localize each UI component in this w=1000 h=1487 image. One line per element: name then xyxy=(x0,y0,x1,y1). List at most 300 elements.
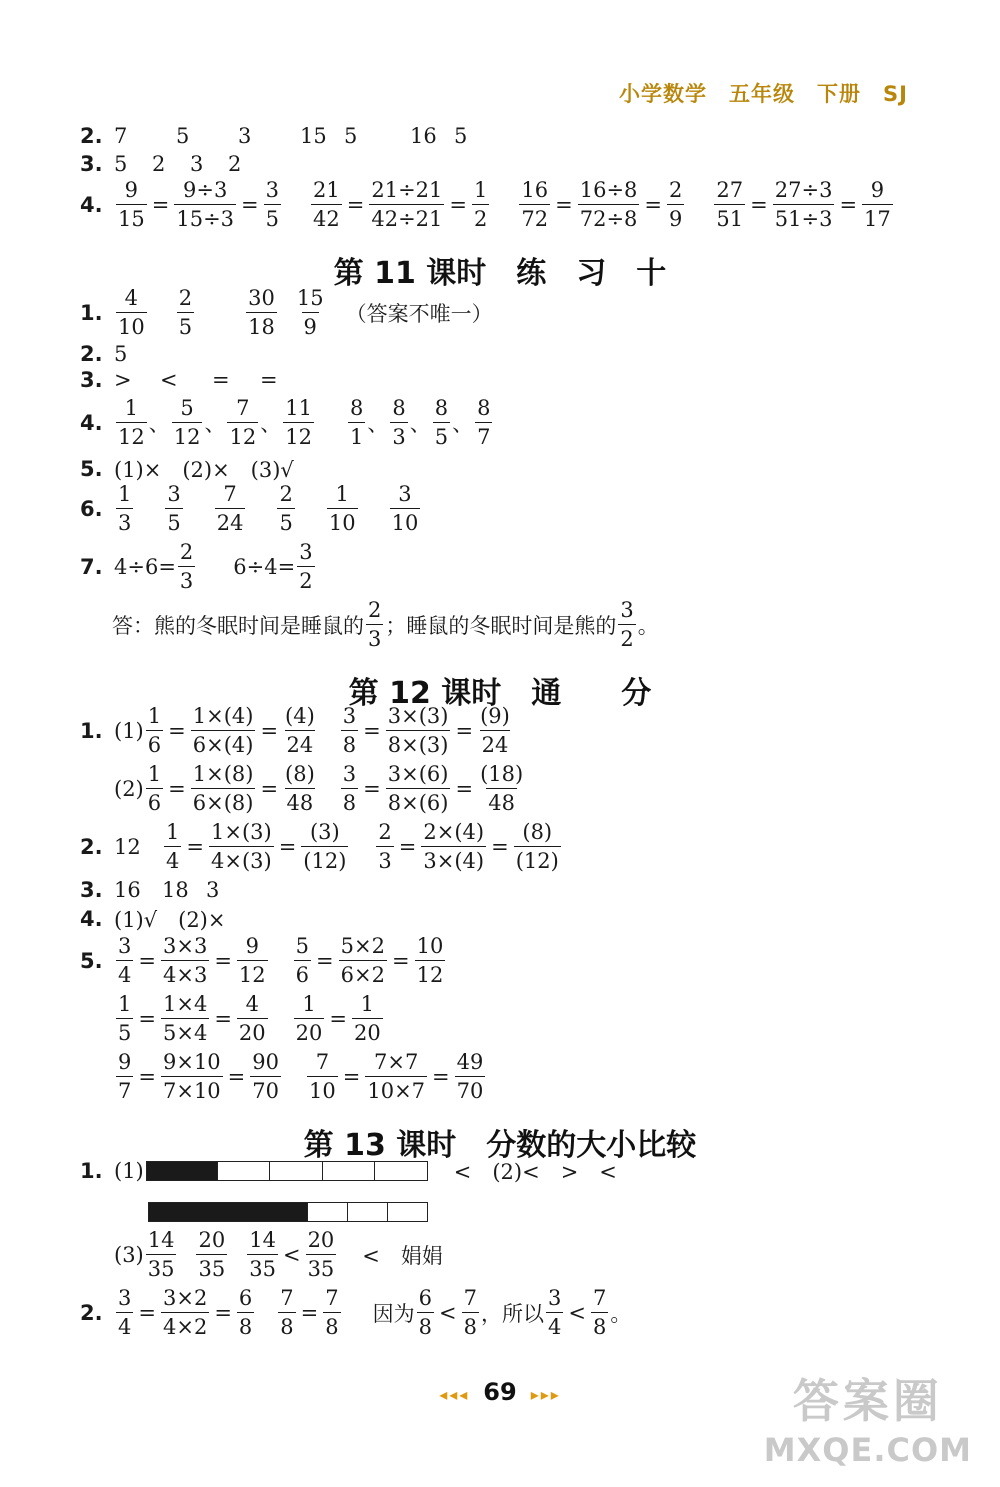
header-subject: 小学数学 xyxy=(619,82,708,106)
answer-value: 3 xyxy=(238,124,252,148)
fraction xyxy=(250,1050,281,1103)
fraction-numerator: (9) xyxy=(480,704,510,728)
section-title-12: 第 12 课时 通 分 xyxy=(348,676,652,711)
fraction xyxy=(578,178,640,231)
fraction-numerator: 16÷8 xyxy=(579,178,638,202)
fraction-denominator: 5 xyxy=(433,422,450,449)
fraction-denominator: 5 xyxy=(165,508,182,535)
fraction-numerator: 49 xyxy=(456,1050,484,1074)
answer-value: 5 xyxy=(344,124,358,148)
operator: = xyxy=(138,1006,156,1031)
fraction xyxy=(365,1050,427,1103)
fraction: 2 3 xyxy=(368,598,382,652)
operator: = xyxy=(342,1064,361,1089)
fraction-denominator: 12 xyxy=(172,422,203,449)
fraction-numerator: 1 xyxy=(302,992,316,1016)
separator: 、 xyxy=(148,411,170,436)
fraction-denominator: 6 xyxy=(146,730,163,757)
answer-row-2 xyxy=(80,124,467,148)
answer-value: 16 xyxy=(114,878,141,902)
fraction-numerator: (3) xyxy=(309,820,340,844)
fraction-numerator: 21 xyxy=(313,178,340,202)
watermark-url: MXQE.COM xyxy=(763,1431,972,1469)
operator: = xyxy=(138,1300,156,1325)
fraction-numerator: 21÷21 xyxy=(371,178,443,202)
fraction-numerator: 2 xyxy=(279,482,293,506)
fraction xyxy=(283,762,317,815)
watermark-text: 答案圈 xyxy=(792,1374,943,1428)
fraction-numerator: 9 xyxy=(124,178,139,202)
bar-empty-cell xyxy=(307,1203,347,1221)
answer-text: 。 xyxy=(637,613,659,638)
fraction xyxy=(352,992,383,1045)
fraction xyxy=(191,704,256,757)
fraction-denominator: 4×3 xyxy=(161,960,209,987)
fraction xyxy=(327,482,358,535)
operator: = xyxy=(151,192,170,217)
answer-row-3 xyxy=(80,152,241,176)
fraction xyxy=(237,934,268,987)
fraction-numerator: 1 xyxy=(118,992,132,1016)
fraction-denominator: 4 xyxy=(164,846,181,873)
s13-bar-row-2 xyxy=(148,1202,428,1222)
fraction-denominator: 48 xyxy=(285,788,316,815)
fraction xyxy=(519,178,550,231)
bar-filled-part xyxy=(147,1162,217,1180)
fraction-denominator: 8 xyxy=(341,788,358,815)
fraction: 3 2 xyxy=(620,598,634,652)
fraction-numerator: 1 xyxy=(124,396,139,420)
sub-label: (1) xyxy=(114,1159,144,1183)
fraction xyxy=(339,934,387,987)
fraction-denominator: 7 xyxy=(116,1076,133,1103)
fraction xyxy=(472,178,489,231)
fraction-denominator: 12 xyxy=(415,960,446,987)
fraction: 14 35 xyxy=(147,1228,175,1282)
operator: < xyxy=(568,1300,586,1325)
fraction xyxy=(246,286,277,339)
fraction-denominator: (12) xyxy=(514,846,561,873)
fraction-numerator: 3 xyxy=(265,178,280,202)
fraction-numerator: 30 xyxy=(248,286,275,310)
fraction-denominator: 8×(3) xyxy=(386,730,451,757)
s11-answer-7 xyxy=(80,540,317,593)
s13-answer-1-3 xyxy=(114,1228,443,1281)
fraction-denominator: 20 xyxy=(352,1018,383,1045)
sub-label: (2) xyxy=(114,776,144,801)
fraction-denominator: 24 xyxy=(285,730,316,757)
fraction xyxy=(209,820,274,873)
arrow-right-icon: ▸▸▸ xyxy=(530,1385,561,1404)
fraction-numerator: 2 xyxy=(378,820,392,844)
answer-value: 5 xyxy=(114,342,128,366)
s13-answer-2 xyxy=(80,1286,631,1339)
section-title-13: 第 13 课时 分数的大小比较 xyxy=(303,1128,697,1163)
question-number: 2. xyxy=(80,834,103,859)
fraction-numerator: 7 xyxy=(315,1050,330,1074)
fraction-denominator: 17 xyxy=(862,204,893,231)
fraction xyxy=(369,178,444,231)
question-number: 1. xyxy=(80,718,103,743)
operator: = xyxy=(241,192,259,217)
operator: = xyxy=(449,192,468,217)
fraction-denominator: 8 xyxy=(278,1312,295,1339)
fraction-denominator: 10 xyxy=(116,312,147,339)
fraction-denominator: 6 xyxy=(146,788,163,815)
bar-empty-cell xyxy=(217,1162,270,1180)
fraction-denominator: 5 xyxy=(177,312,194,339)
separator: 、 xyxy=(260,411,282,436)
fraction-numerator: 4 xyxy=(245,992,259,1016)
fraction-denominator: 7 xyxy=(475,422,492,449)
s12-answer-5-row3 xyxy=(114,1050,487,1103)
fraction xyxy=(307,1050,338,1103)
s12-answer-2 xyxy=(80,820,563,873)
fraction-denominator: 4 xyxy=(546,1312,563,1339)
question-number: 2. xyxy=(80,342,103,366)
fraction-denominator: 20 xyxy=(237,1018,268,1045)
fraction-numerator: 7 xyxy=(593,1286,607,1310)
fraction: $\frac{2}{3}$ xyxy=(179,540,194,594)
answer-value: (1)× (2)× (3)√ xyxy=(114,458,294,482)
header-grade: 五年级 xyxy=(729,82,796,106)
answer-value: 12 xyxy=(114,834,141,859)
fraction-denominator: 70 xyxy=(250,1076,281,1103)
fraction-numerator: 2×(4) xyxy=(423,820,485,844)
answer-note: （答案不唯一） xyxy=(345,301,493,326)
operator: = xyxy=(432,1064,450,1089)
fraction-numerator: 3 xyxy=(342,704,357,728)
answer-text: 。 xyxy=(610,1301,632,1326)
separator: 、 xyxy=(204,411,226,436)
fraction xyxy=(386,704,451,757)
answer-value: 2 xyxy=(152,152,166,176)
bar-empty-cell xyxy=(269,1162,322,1180)
fraction xyxy=(376,820,393,873)
s12-answer-5-row2 xyxy=(114,992,385,1045)
fraction-denominator: 8 xyxy=(323,1312,340,1339)
separator: 、 xyxy=(367,411,389,436)
fraction xyxy=(264,178,281,231)
fraction-denominator: 3 xyxy=(376,846,393,873)
fraction-denominator: 9 xyxy=(302,312,319,339)
fraction-numerator: 1 xyxy=(474,178,488,202)
s12-answer-1a xyxy=(80,704,514,757)
fraction-numerator: 27÷3 xyxy=(774,178,833,202)
question-number: 3. xyxy=(80,878,103,902)
fraction-numerator: 5×2 xyxy=(340,934,385,958)
fraction xyxy=(546,1286,563,1339)
operator: = xyxy=(363,718,381,743)
fraction-denominator: 5 xyxy=(116,1018,133,1045)
operator: = xyxy=(346,192,365,217)
fraction-denominator: 51 xyxy=(714,204,745,231)
s11-answer-sentence xyxy=(112,598,659,651)
fraction-numerator: 1×(4) xyxy=(192,704,254,728)
fraction xyxy=(341,762,358,815)
answer-value: 7 xyxy=(114,124,128,148)
operator: = xyxy=(186,834,204,859)
fraction xyxy=(161,1286,209,1339)
question-number: 3. xyxy=(80,368,103,392)
fraction-numerator: 7 xyxy=(223,482,237,506)
fraction-numerator: 1 xyxy=(360,992,375,1016)
question-number: 6. xyxy=(80,496,103,521)
fraction-denominator: 1 xyxy=(348,422,365,449)
fraction-denominator: 72÷8 xyxy=(578,204,640,231)
answer-value: 15 xyxy=(300,124,327,148)
fraction-denominator: 4×(3) xyxy=(209,846,274,873)
fraction-numerator: 4 xyxy=(124,286,139,310)
fraction-numerator: 3×(6) xyxy=(387,762,449,786)
fraction xyxy=(191,762,256,815)
fraction xyxy=(386,762,451,815)
fraction xyxy=(341,704,358,757)
fraction-numerator: 11 xyxy=(285,396,312,420)
fraction xyxy=(478,704,512,757)
fraction xyxy=(421,820,486,873)
fraction-denominator: 8 xyxy=(237,1312,254,1339)
fraction-denominator: 70 xyxy=(455,1076,486,1103)
fraction xyxy=(475,396,492,449)
bar-empty-cell xyxy=(387,1203,427,1221)
s13-answer-1 xyxy=(80,1156,617,1186)
operator: = xyxy=(260,776,279,801)
fraction-numerator: 3 xyxy=(548,1286,562,1310)
fraction-numerator: 3 xyxy=(118,1286,132,1310)
fraction xyxy=(591,1286,608,1339)
fraction-numerator: 3 xyxy=(398,482,412,506)
running-header xyxy=(619,78,908,108)
fraction-denominator: 12 xyxy=(116,422,147,449)
fraction-numerator: 8 xyxy=(392,396,406,420)
operator: = xyxy=(316,948,334,973)
question-number: 3. xyxy=(80,152,103,176)
answer-value: 3 xyxy=(206,878,220,902)
operator: = xyxy=(168,718,186,743)
fraction-numerator: 1 xyxy=(147,762,162,786)
fraction xyxy=(478,762,525,815)
s12-answer-4 xyxy=(80,904,225,934)
fraction-denominator: 5 xyxy=(277,508,294,535)
fraction-denominator: 7×10 xyxy=(161,1076,223,1103)
fraction-bar xyxy=(146,1161,428,1181)
operator: = xyxy=(455,718,474,743)
fraction-denominator: 3×(4) xyxy=(421,846,486,873)
operator: < xyxy=(439,1300,457,1325)
s11-answer-6 xyxy=(80,482,422,535)
question-number: 4. xyxy=(80,907,103,931)
fraction xyxy=(237,1286,254,1339)
section-title-11: 第 11 课时 练 习 十 xyxy=(333,256,667,291)
question-number: 4. xyxy=(80,410,103,435)
fraction-numerator: 1×4 xyxy=(162,992,208,1016)
fraction-numerator: 9÷3 xyxy=(183,178,228,202)
fraction xyxy=(514,820,561,873)
bar-empty-cell xyxy=(322,1162,375,1180)
fraction xyxy=(433,396,450,449)
fraction xyxy=(462,1286,479,1339)
bar-empty-cell xyxy=(374,1162,427,1180)
fraction xyxy=(348,396,365,449)
fraction xyxy=(172,396,203,449)
fraction-numerator: 3×3 xyxy=(162,934,208,958)
fraction-numerator: 5 xyxy=(295,934,310,958)
header-edition: SJ xyxy=(883,82,908,106)
fraction xyxy=(161,1050,223,1103)
operator: = xyxy=(214,948,232,973)
fraction-numerator: 8 xyxy=(477,396,491,420)
s11-answer-2 xyxy=(80,342,127,366)
fraction-numerator: 9 xyxy=(245,934,259,958)
fraction-denominator: 24 xyxy=(215,508,246,535)
operator: = xyxy=(398,834,417,859)
s11-answer-3 xyxy=(80,368,278,392)
fraction-denominator: 9 xyxy=(667,204,684,231)
answer-value: 18 xyxy=(162,878,189,902)
fraction-numerator: (4) xyxy=(285,704,315,728)
answer-value: 5 xyxy=(176,124,190,148)
operator: = xyxy=(329,1006,347,1031)
fraction xyxy=(294,992,325,1045)
fraction xyxy=(165,482,182,535)
fraction xyxy=(283,704,317,757)
fraction-denominator: 12 xyxy=(283,422,314,449)
s12-answer-1b xyxy=(114,762,527,815)
fraction-numerator: 3 xyxy=(167,482,181,506)
fraction xyxy=(116,482,133,535)
fraction-denominator: 6×(4) xyxy=(191,730,256,757)
fraction xyxy=(215,482,246,535)
answer-value: > xyxy=(114,368,132,392)
fraction xyxy=(116,1286,133,1339)
fraction-denominator: 42 xyxy=(311,204,342,231)
fraction xyxy=(164,820,181,873)
sub-label: (1) xyxy=(114,718,144,743)
fraction-numerator: 1 xyxy=(166,820,180,844)
fraction-numerator: 9 xyxy=(118,1050,132,1074)
operator: = xyxy=(300,1300,319,1325)
fraction-numerator: 1 xyxy=(335,482,349,506)
answer-text: ；睡鼠的冬眠时间是熊的 xyxy=(385,613,617,638)
fraction xyxy=(390,482,421,535)
fraction: 20 35 xyxy=(307,1228,335,1282)
operator: = xyxy=(138,1064,156,1089)
fraction-numerator: 6 xyxy=(418,1286,433,1310)
answer-value: 16 xyxy=(410,124,437,148)
fraction-numerator: (18) xyxy=(480,762,524,786)
operator: = xyxy=(260,718,279,743)
fraction xyxy=(177,286,194,339)
answer-value: 3 xyxy=(190,152,204,176)
fraction-denominator: 72 xyxy=(519,204,550,231)
separator: 、 xyxy=(409,411,431,436)
operator: = xyxy=(278,834,297,859)
fraction xyxy=(667,178,684,231)
fraction-numerator: 7 xyxy=(463,1286,478,1310)
fraction-denominator: 15 xyxy=(116,204,147,231)
fraction xyxy=(415,934,446,987)
answer-value: 5 xyxy=(114,152,128,176)
fraction-denominator: 3 xyxy=(390,422,407,449)
fraction-denominator: 6×2 xyxy=(339,960,387,987)
answer-text: 因为 xyxy=(372,1301,415,1326)
fraction-numerator: 9 xyxy=(870,178,885,202)
s11-answer-5 xyxy=(80,454,294,484)
operator: < xyxy=(282,1242,301,1267)
fraction-numerator: 7 xyxy=(325,1286,339,1310)
fraction xyxy=(116,1050,133,1103)
fraction-numerator: 1 xyxy=(147,704,162,728)
question-number: 7. xyxy=(80,554,103,579)
bar-filled-part xyxy=(149,1203,307,1221)
fraction xyxy=(455,1050,486,1103)
operator: = xyxy=(168,776,186,801)
fraction xyxy=(714,178,745,231)
fraction-numerator: 1 xyxy=(118,482,132,506)
fraction-numerator: 10 xyxy=(416,934,444,958)
s11-answer-1 xyxy=(80,286,493,339)
fraction xyxy=(174,178,236,231)
answer-row-4 xyxy=(80,178,895,231)
operator: = xyxy=(555,192,573,217)
answer-value: (1)√ (2)× xyxy=(114,908,226,932)
fraction-numerator: 7 xyxy=(236,396,250,420)
fraction-numerator: 1×(3) xyxy=(210,820,272,844)
fraction-denominator: 20 xyxy=(294,1018,325,1045)
fraction xyxy=(146,704,163,757)
fraction xyxy=(116,178,147,231)
operator: = xyxy=(455,776,474,801)
answer-text: ，所以 xyxy=(481,1301,545,1326)
page-number: 69 xyxy=(483,1378,517,1406)
fraction xyxy=(417,1286,434,1339)
fraction xyxy=(323,1286,340,1339)
header-volume: 下册 xyxy=(817,82,862,106)
fraction-denominator: 18 xyxy=(246,312,277,339)
fraction xyxy=(277,482,294,535)
fraction-denominator: 4 xyxy=(116,960,133,987)
fraction xyxy=(862,178,893,231)
fraction-denominator: 2 xyxy=(472,204,489,231)
answer-text: 答：熊的冬眠时间是睡鼠的 xyxy=(112,613,364,638)
answer-value: = xyxy=(260,368,278,392)
question-number: 1. xyxy=(80,1159,103,1183)
fraction-numerator: 1×(8) xyxy=(192,762,254,786)
fraction-denominator: 24 xyxy=(480,730,511,757)
fraction-denominator: 4 xyxy=(116,1312,133,1339)
question-number: 5. xyxy=(80,457,103,481)
fraction-numerator: 8 xyxy=(434,396,449,420)
fraction-denominator: 6×(8) xyxy=(191,788,256,815)
fraction-numerator: 2 xyxy=(669,178,683,202)
fraction: 20 35 xyxy=(198,1228,226,1282)
fraction-denominator: 8 xyxy=(462,1312,479,1339)
fraction-denominator: 4×2 xyxy=(161,1312,209,1339)
fraction-denominator: 51÷3 xyxy=(773,204,835,231)
fraction xyxy=(116,396,147,449)
fraction-denominator: 8×(6) xyxy=(386,788,451,815)
question-number: 4. xyxy=(80,192,103,217)
watermark-logo xyxy=(764,1365,972,1469)
question-number: 1. xyxy=(80,300,103,325)
fraction xyxy=(390,396,407,449)
fraction xyxy=(116,286,147,339)
fraction-denominator: 42÷21 xyxy=(369,204,444,231)
answer-value: < xyxy=(160,368,178,392)
fraction xyxy=(295,286,326,339)
s11-answer-4 xyxy=(80,396,494,449)
